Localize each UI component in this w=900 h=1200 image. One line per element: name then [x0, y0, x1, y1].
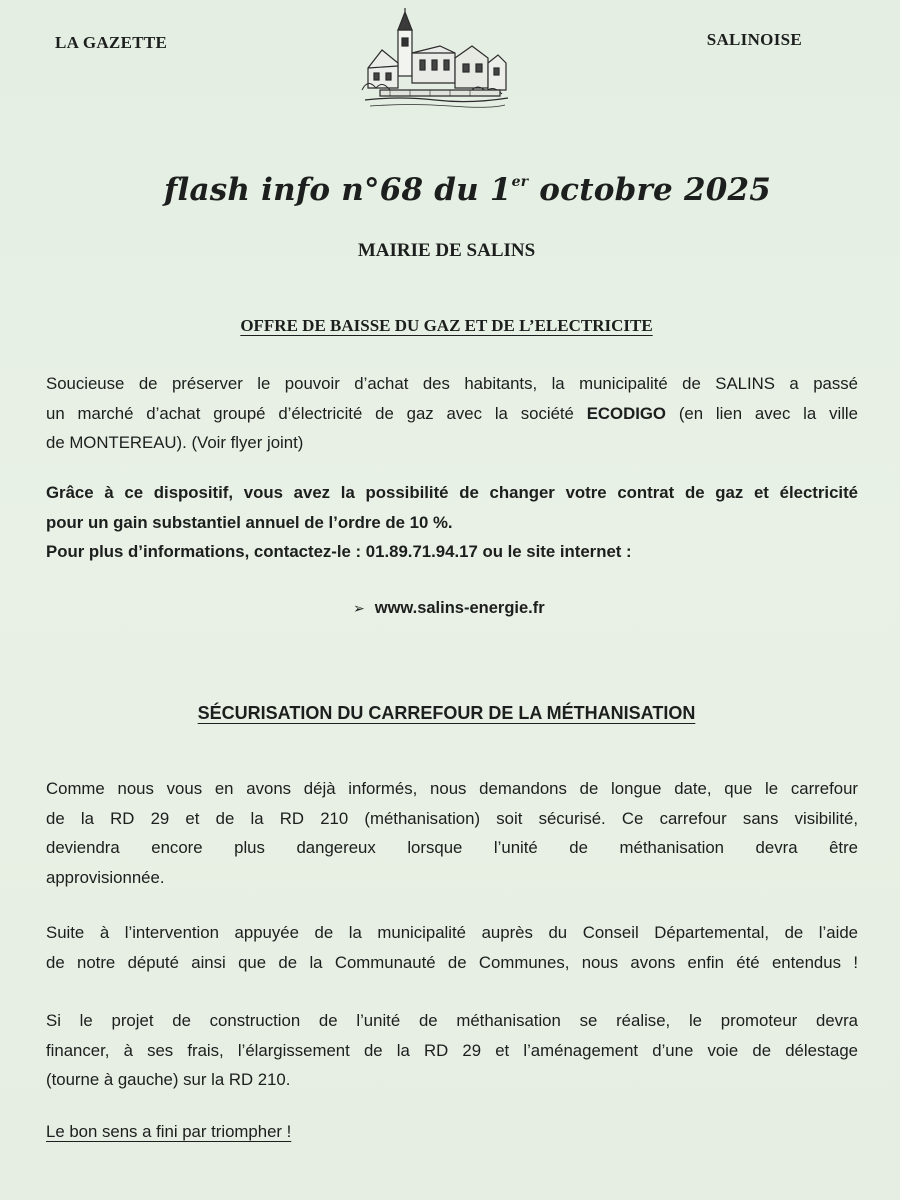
section-heading-energy: OFFRE DE BAISSE DU GAZ ET DE L’ELECTRICITE — [240, 316, 653, 335]
energy-paragraph-2: Grâce à ce dispositif, vous avez la possibilité de changer votre contrat de gaz et électricité pour un gain substantiel annuel de l’ordre de 10 %. Pour plus d’informations, contactez-le : 01.89.71.94.17 ou le site internet : — [46, 478, 858, 567]
closing-statement: Le bon sens a fini par triompher ! — [46, 1122, 292, 1141]
crossroad-paragraph-1: Comme nous vous en avons déjà informés, nous demandons de longue date, que le carrefour de la RD 29 et de la RD 210 (méthanisation) soit sécurisé. Ce carrefour sans visibilité, deviendra encore plus dangereux lorsque l’unité de méthanisation devra être approvisionnée. — [46, 779, 858, 887]
ecodigo-company: ECODIGO — [586, 403, 666, 423]
ordinal-superscript: er — [511, 174, 529, 190]
church-village-drawing-icon — [360, 8, 510, 113]
masthead-right: SALINOISE — [706, 30, 802, 49]
energy-paragraph-1: Soucieuse de préserver le pouvoir d’achat des habitants, la municipalité de SALINS a passé un marché d’achat groupé d’électricité de gaz avec la société ECODIGO (en lien avec la ville de MONTEREAU). (Voir flyer joint) — [46, 374, 858, 452]
arrow-bullet-icon: ➢ — [353, 600, 365, 616]
crossroad-paragraph-2: Suite à l’intervention appuyée de la municipalité auprès du Conseil Départemental, de l’aide de notre député ainsi que de la Communauté de Communes, nous avons enfin été entendus ! — [46, 923, 858, 972]
masthead-left: LA GAZETTE — [55, 33, 168, 52]
flash-info-title: flash info n°68 du 1er octobre 2025 — [163, 172, 772, 208]
mairie-heading: MAIRIE DE SALINS — [357, 240, 536, 261]
contact-phone-line: Pour plus d’informations, contactez-le : 01.89.71.94.17 ou le site internet : — [46, 542, 632, 561]
website-link[interactable]: ➢ www.salins-energie.fr — [353, 599, 545, 617]
crossroad-paragraph-3: Si le projet de construction de l’unité de méthanisation se réalise, le promoteur devra financer, à ses frais, l’élargissement de la RD 29 et l’aménagement d’une voie de délestage (tourne à gauche) sur la RD 210. — [46, 1011, 858, 1089]
section-heading-crossroad: SÉCURISATION DU CARREFOUR DE LA MÉTHANISATION — [197, 703, 696, 723]
